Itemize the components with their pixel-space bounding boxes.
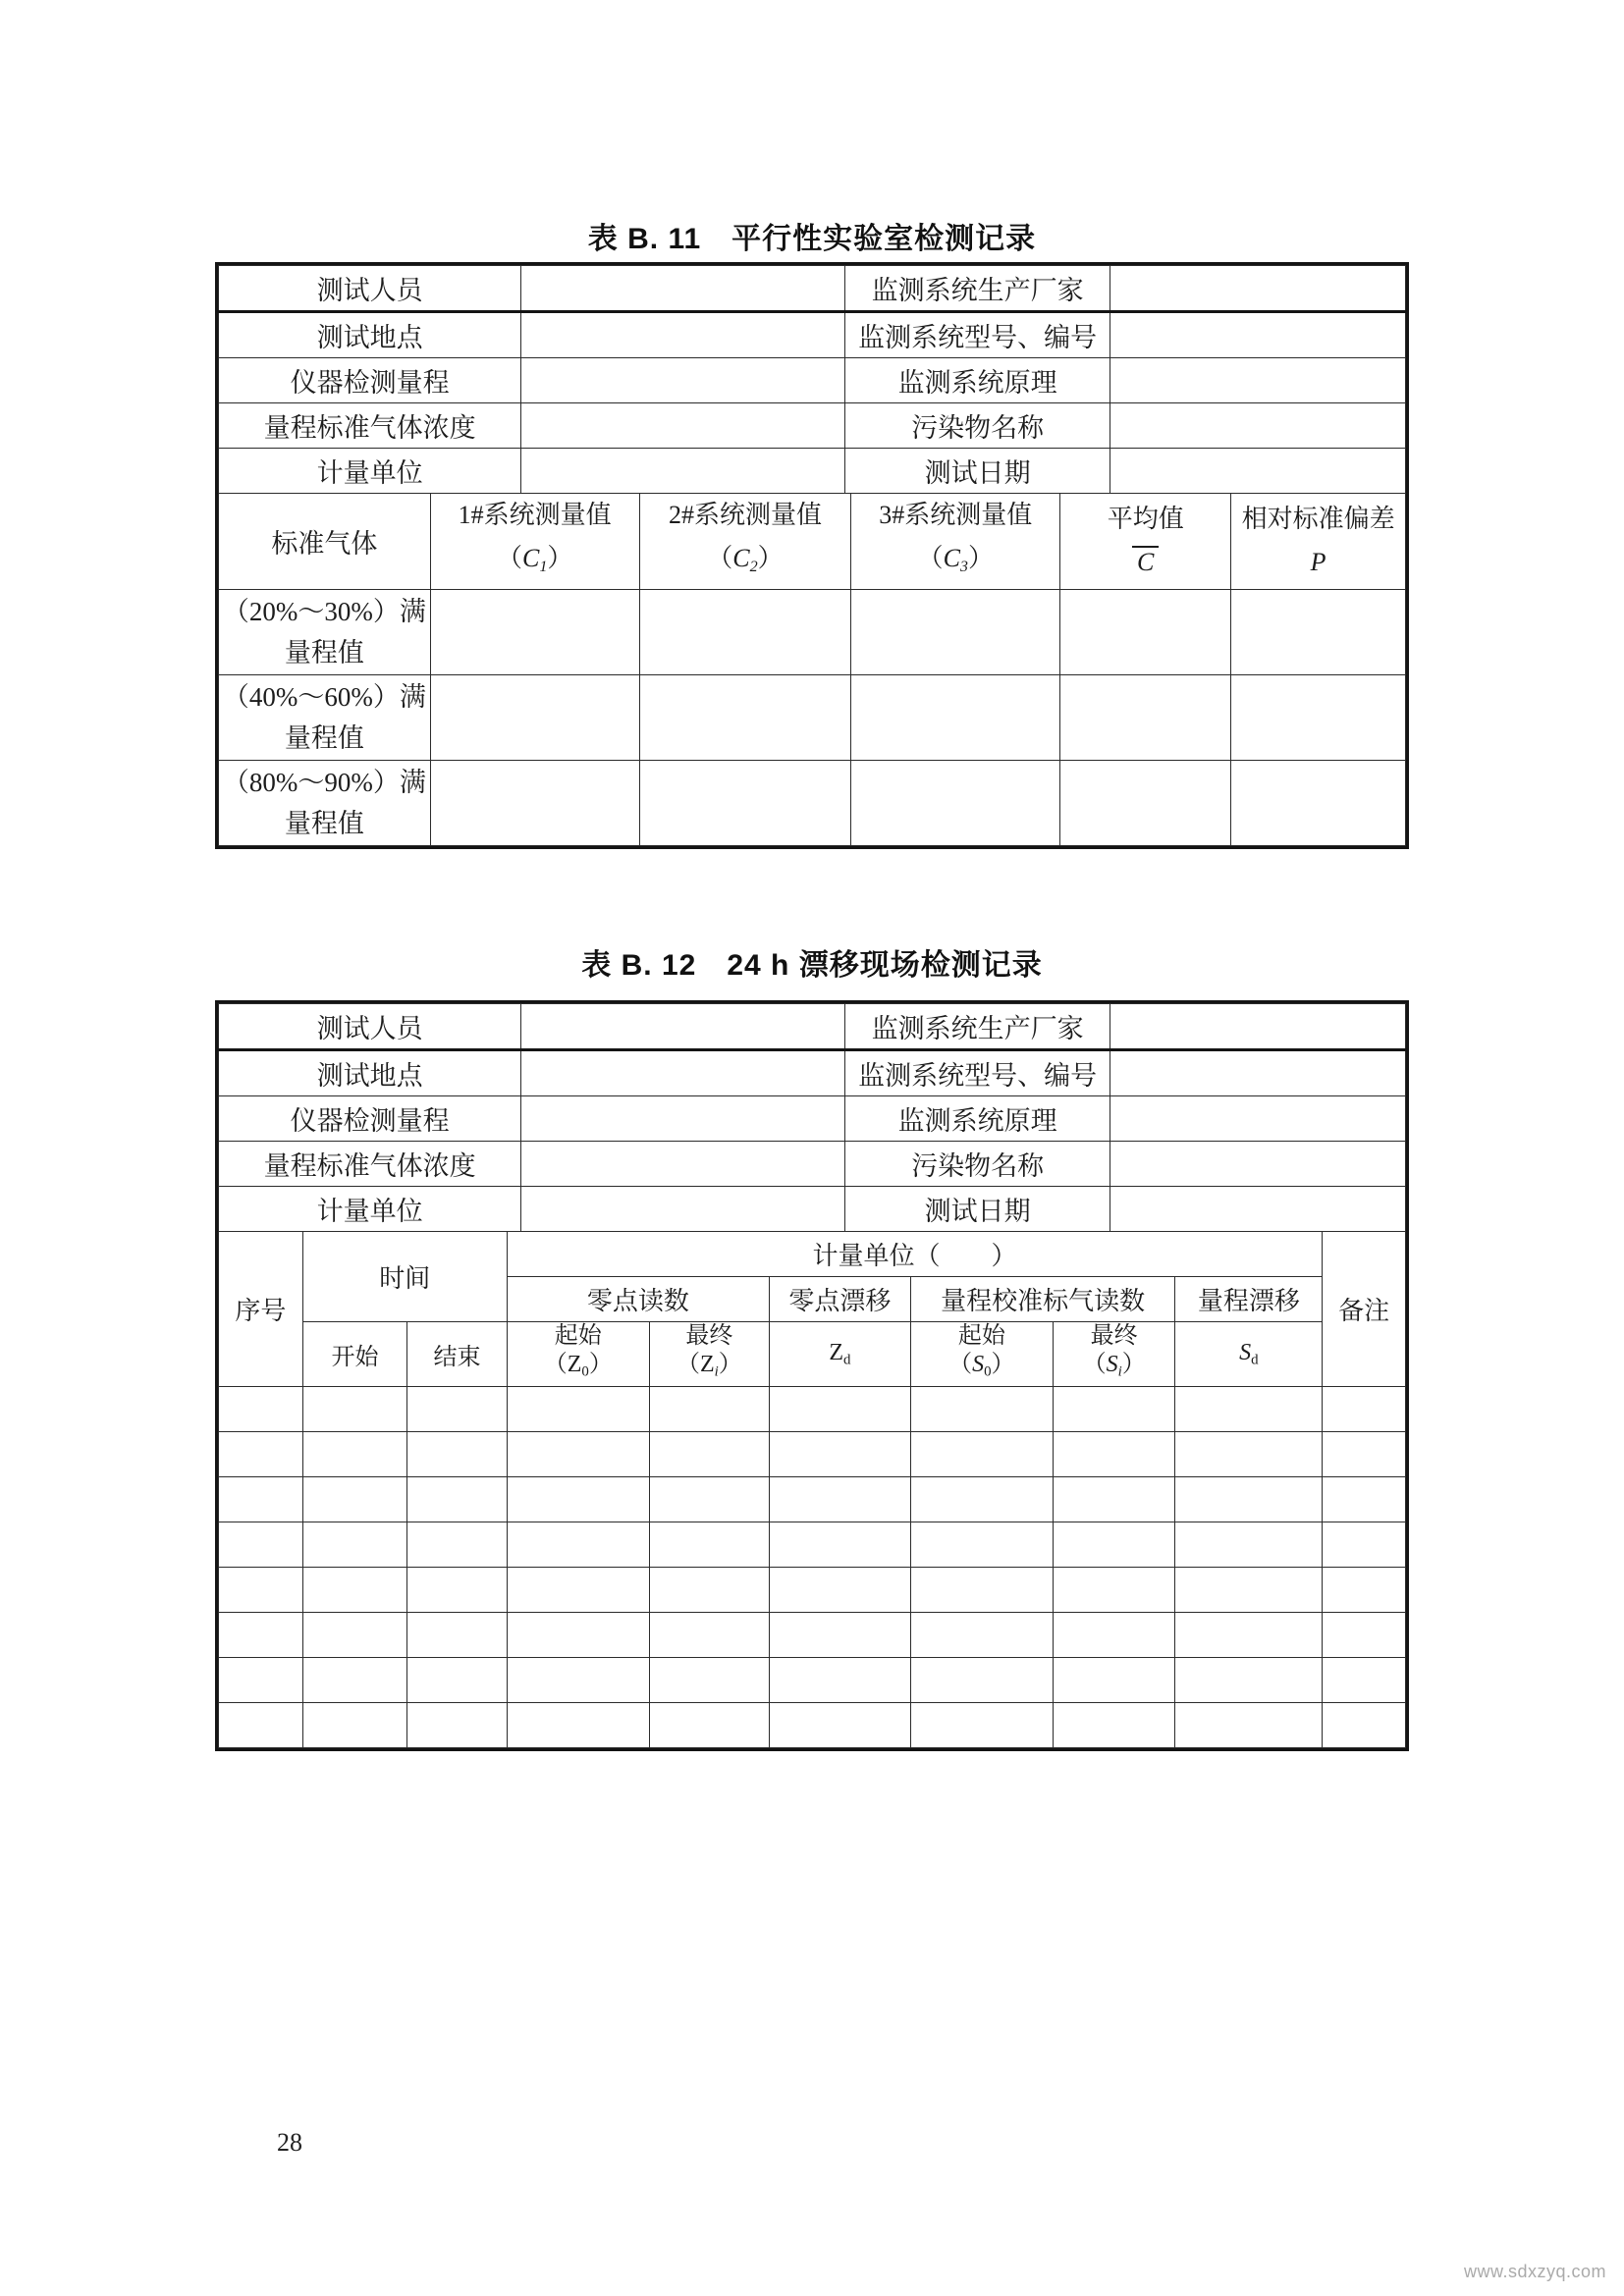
info-label-cell: 计量单位 xyxy=(219,449,521,494)
info-value-cell xyxy=(1110,403,1405,449)
table-row xyxy=(219,266,1406,312)
info-value-cell xyxy=(521,403,845,449)
info-value-cell xyxy=(1110,312,1405,358)
empty-cell xyxy=(507,1477,649,1522)
info-value-cell xyxy=(1110,449,1405,494)
empty-cell xyxy=(1060,674,1231,760)
empty-cell xyxy=(407,1432,508,1477)
table-b11 xyxy=(215,262,1409,849)
empty-cell xyxy=(1323,1613,1406,1658)
empty-cell xyxy=(302,1658,406,1703)
info-label-cell: 仪器检测量程 xyxy=(219,1096,521,1142)
info-label-cell: 污染物名称 xyxy=(845,403,1110,449)
empty-cell xyxy=(639,674,851,760)
header-time: 时间 xyxy=(302,1232,507,1322)
table-b11-data-section xyxy=(218,494,1406,846)
empty-cell xyxy=(649,1658,769,1703)
table-row xyxy=(219,312,1406,358)
empty-cell xyxy=(407,1613,508,1658)
formula-c-bar: C xyxy=(1060,541,1230,584)
table-row xyxy=(219,1050,1406,1096)
empty-cell xyxy=(769,1658,910,1703)
table-b11-title: 表 B. 11 平行性实验室检测记录 xyxy=(587,223,1037,255)
header-start: 开始 xyxy=(302,1322,406,1387)
empty-cell xyxy=(1053,1432,1175,1477)
record-row xyxy=(219,1477,1406,1522)
empty-cell xyxy=(1060,760,1231,845)
empty-cell xyxy=(639,589,851,674)
empty-cell xyxy=(302,1432,406,1477)
empty-cell xyxy=(649,1522,769,1568)
empty-cell xyxy=(1323,1703,1406,1748)
table-header-row xyxy=(219,1322,1406,1387)
record-row xyxy=(219,1432,1406,1477)
empty-cell xyxy=(639,760,851,845)
info-label-cell: 监测系统原理 xyxy=(845,1096,1110,1142)
range-label-cell: （20%～30%）满 量程值 xyxy=(219,589,431,674)
info-value-cell xyxy=(521,266,845,312)
table-row xyxy=(219,358,1406,403)
empty-cell xyxy=(649,1387,769,1432)
info-label-cell: 测试地点 xyxy=(219,1050,521,1096)
table-row xyxy=(219,1004,1406,1050)
formula-zi: $(Z_i)$ xyxy=(676,1352,742,1380)
header-span-final: 最终 $(S_i)$ xyxy=(1053,1322,1175,1387)
table-b12 xyxy=(215,1000,1409,1751)
empty-cell xyxy=(302,1703,406,1748)
header-span-initial: 起始 $(S_0)$ xyxy=(910,1322,1053,1387)
header-measure-unit: 计量单位（ ） xyxy=(507,1232,1323,1277)
info-label-cell: 监测系统型号、编号 xyxy=(845,1050,1110,1096)
info-value-cell xyxy=(521,1050,845,1096)
info-value-cell xyxy=(521,1004,845,1050)
record-row xyxy=(219,1568,1406,1613)
empty-cell xyxy=(1175,1568,1323,1613)
empty-cell xyxy=(407,1387,508,1432)
empty-cell xyxy=(1323,1658,1406,1703)
table-b12-info-section xyxy=(218,1003,1406,1232)
info-label-cell: 污染物名称 xyxy=(845,1142,1110,1187)
empty-cell xyxy=(430,760,639,845)
empty-cell xyxy=(769,1432,910,1477)
empty-cell xyxy=(302,1522,406,1568)
empty-cell xyxy=(910,1477,1053,1522)
info-label-cell: 测试人员 xyxy=(219,266,521,312)
empty-cell xyxy=(430,674,639,760)
empty-cell xyxy=(407,1658,508,1703)
empty-cell xyxy=(1323,1477,1406,1522)
empty-cell xyxy=(302,1477,406,1522)
empty-cell xyxy=(1175,1522,1323,1568)
empty-cell xyxy=(649,1613,769,1658)
empty-cell xyxy=(1053,1703,1175,1748)
header-zero-initial: 起始 $(Z_0)$ xyxy=(507,1322,649,1387)
empty-cell xyxy=(769,1613,910,1658)
formula-s0: $(S_0)$ xyxy=(948,1352,1015,1380)
empty-cell xyxy=(910,1387,1053,1432)
empty-cell xyxy=(910,1613,1053,1658)
table-row xyxy=(219,1142,1406,1187)
empty-cell xyxy=(507,1387,649,1432)
empty-cell xyxy=(407,1703,508,1748)
info-value-cell xyxy=(1110,1004,1405,1050)
empty-cell xyxy=(1175,1703,1323,1748)
formula-sd: $S_d$ xyxy=(1239,1340,1259,1368)
empty-cell xyxy=(507,1432,649,1477)
header-zero-reading: 零点读数 xyxy=(507,1277,769,1322)
info-value-cell xyxy=(521,358,845,403)
empty-cell xyxy=(219,1703,303,1748)
info-label-cell: 量程标准气体浓度 xyxy=(219,1142,521,1187)
empty-cell xyxy=(219,1568,303,1613)
empty-cell xyxy=(769,1387,910,1432)
empty-cell xyxy=(407,1522,508,1568)
empty-cell xyxy=(649,1568,769,1613)
empty-cell xyxy=(219,1387,303,1432)
empty-cell xyxy=(910,1522,1053,1568)
empty-cell xyxy=(910,1703,1053,1748)
info-label-cell: 监测系统生产厂家 xyxy=(845,266,1110,312)
table-header-row xyxy=(219,1232,1406,1277)
empty-cell xyxy=(1175,1432,1323,1477)
empty-cell xyxy=(1231,674,1406,760)
info-label-cell: 监测系统生产厂家 xyxy=(845,1004,1110,1050)
info-value-cell xyxy=(1110,1096,1405,1142)
header-standard-gas: 标准气体 xyxy=(219,494,431,589)
formula-zd: $Z_d$ xyxy=(829,1340,851,1368)
table-row xyxy=(219,449,1406,494)
empty-cell xyxy=(1053,1522,1175,1568)
header-zero-drift: 零点漂移 xyxy=(769,1277,910,1322)
empty-cell xyxy=(507,1568,649,1613)
table-b11-info-section xyxy=(218,265,1406,494)
header-zero-final: 最终 $(Z_i)$ xyxy=(649,1322,769,1387)
table-row xyxy=(219,1187,1406,1232)
info-label-cell: 测试人员 xyxy=(219,1004,521,1050)
empty-cell xyxy=(219,1613,303,1658)
empty-cell xyxy=(302,1568,406,1613)
empty-cell xyxy=(1053,1387,1175,1432)
info-value-cell xyxy=(521,1187,845,1232)
table-row xyxy=(219,674,1406,760)
empty-cell xyxy=(407,1477,508,1522)
header-average: 平均值 C xyxy=(1060,494,1231,589)
empty-cell xyxy=(910,1568,1053,1613)
info-value-cell xyxy=(521,1142,845,1187)
header-end: 结束 xyxy=(407,1322,508,1387)
info-value-cell xyxy=(521,449,845,494)
empty-cell xyxy=(910,1658,1053,1703)
header-span-drift: 量程漂移 xyxy=(1175,1277,1323,1322)
empty-cell xyxy=(219,1477,303,1522)
formula-c1: $(C_1)$ xyxy=(496,544,573,575)
info-value-cell xyxy=(1110,1142,1405,1187)
empty-cell xyxy=(649,1477,769,1522)
empty-cell xyxy=(1175,1387,1323,1432)
empty-cell xyxy=(1323,1432,1406,1477)
empty-cell xyxy=(649,1703,769,1748)
info-label-cell: 量程标准气体浓度 xyxy=(219,403,521,449)
table-b12-record-section xyxy=(218,1232,1406,1748)
empty-cell xyxy=(769,1703,910,1748)
record-row xyxy=(219,1613,1406,1658)
empty-cell xyxy=(1175,1613,1323,1658)
table-header-row xyxy=(219,494,1406,589)
info-label-cell: 测试日期 xyxy=(845,1187,1110,1232)
empty-cell xyxy=(1053,1658,1175,1703)
empty-cell xyxy=(1175,1658,1323,1703)
info-value-cell xyxy=(1110,358,1405,403)
info-label-cell: 仪器检测量程 xyxy=(219,358,521,403)
empty-cell xyxy=(1231,589,1406,674)
empty-cell xyxy=(219,1658,303,1703)
formula-p: P xyxy=(1310,548,1326,577)
empty-cell xyxy=(1323,1522,1406,1568)
table-row xyxy=(219,760,1406,845)
info-label-cell: 测试日期 xyxy=(845,449,1110,494)
info-label-cell: 监测系统原理 xyxy=(845,358,1110,403)
empty-cell xyxy=(649,1432,769,1477)
info-label-cell: 测试地点 xyxy=(219,312,521,358)
watermark: www.sdxzyq.com xyxy=(1463,2262,1606,2281)
range-label-cell: （80%～90%）满 量程值 xyxy=(219,760,431,845)
info-value-cell xyxy=(1110,1050,1405,1096)
empty-cell xyxy=(851,589,1060,674)
record-row xyxy=(219,1387,1406,1432)
formula-si: $(S_i)$ xyxy=(1082,1352,1146,1380)
empty-cell xyxy=(219,1432,303,1477)
empty-cell xyxy=(302,1613,406,1658)
header-system1-value: 1#系统测量值 $(C_1)$ xyxy=(430,494,639,589)
empty-cell xyxy=(1060,589,1231,674)
formula-z0: $(Z_0)$ xyxy=(543,1352,613,1380)
empty-cell xyxy=(407,1568,508,1613)
empty-cell xyxy=(302,1387,406,1432)
header-system2-value: 2#系统测量值 $(C_2)$ xyxy=(639,494,851,589)
table-row xyxy=(219,403,1406,449)
info-label-cell: 监测系统型号、编号 xyxy=(845,312,1110,358)
empty-cell xyxy=(1323,1387,1406,1432)
empty-cell xyxy=(910,1432,1053,1477)
record-row xyxy=(219,1522,1406,1568)
header-remark: 备注 xyxy=(1323,1232,1406,1387)
empty-cell xyxy=(851,760,1060,845)
record-row xyxy=(219,1658,1406,1703)
formula-c3: $(C_3)$ xyxy=(917,544,994,575)
info-value-cell xyxy=(1110,266,1405,312)
table-b12-title: 表 B. 12 24 h 漂移现场检测记录 xyxy=(581,949,1043,982)
info-value-cell xyxy=(521,312,845,358)
page-number: 28 xyxy=(277,2128,302,2157)
info-value-cell xyxy=(521,1096,845,1142)
formula-c2: $(C_2)$ xyxy=(707,544,784,575)
info-label-cell: 计量单位 xyxy=(219,1187,521,1232)
empty-cell xyxy=(507,1613,649,1658)
empty-cell xyxy=(507,1522,649,1568)
table-row xyxy=(219,589,1406,674)
header-relative-std-deviation: 相对标准偏差 P xyxy=(1231,494,1406,589)
empty-cell xyxy=(507,1703,649,1748)
table-row xyxy=(219,1096,1406,1142)
info-value-cell xyxy=(1110,1187,1405,1232)
header-sequence-number: 序号 xyxy=(219,1232,303,1387)
empty-cell xyxy=(1231,760,1406,845)
empty-cell xyxy=(1175,1477,1323,1522)
header-sd xyxy=(1175,1322,1323,1387)
empty-cell xyxy=(769,1477,910,1522)
empty-cell xyxy=(1053,1568,1175,1613)
empty-cell xyxy=(219,1522,303,1568)
empty-cell xyxy=(1323,1568,1406,1613)
header-zd xyxy=(769,1322,910,1387)
empty-cell xyxy=(851,674,1060,760)
empty-cell xyxy=(1053,1477,1175,1522)
header-span-reading: 量程校准标气读数 xyxy=(910,1277,1175,1322)
record-row xyxy=(219,1703,1406,1748)
range-label-cell: （40%～60%）满 量程值 xyxy=(219,674,431,760)
empty-cell xyxy=(1053,1613,1175,1658)
empty-cell xyxy=(507,1658,649,1703)
empty-cell xyxy=(430,589,639,674)
empty-cell xyxy=(769,1568,910,1613)
header-system3-value: 3#系统测量值 $(C_3)$ xyxy=(851,494,1060,589)
empty-cell xyxy=(769,1522,910,1568)
